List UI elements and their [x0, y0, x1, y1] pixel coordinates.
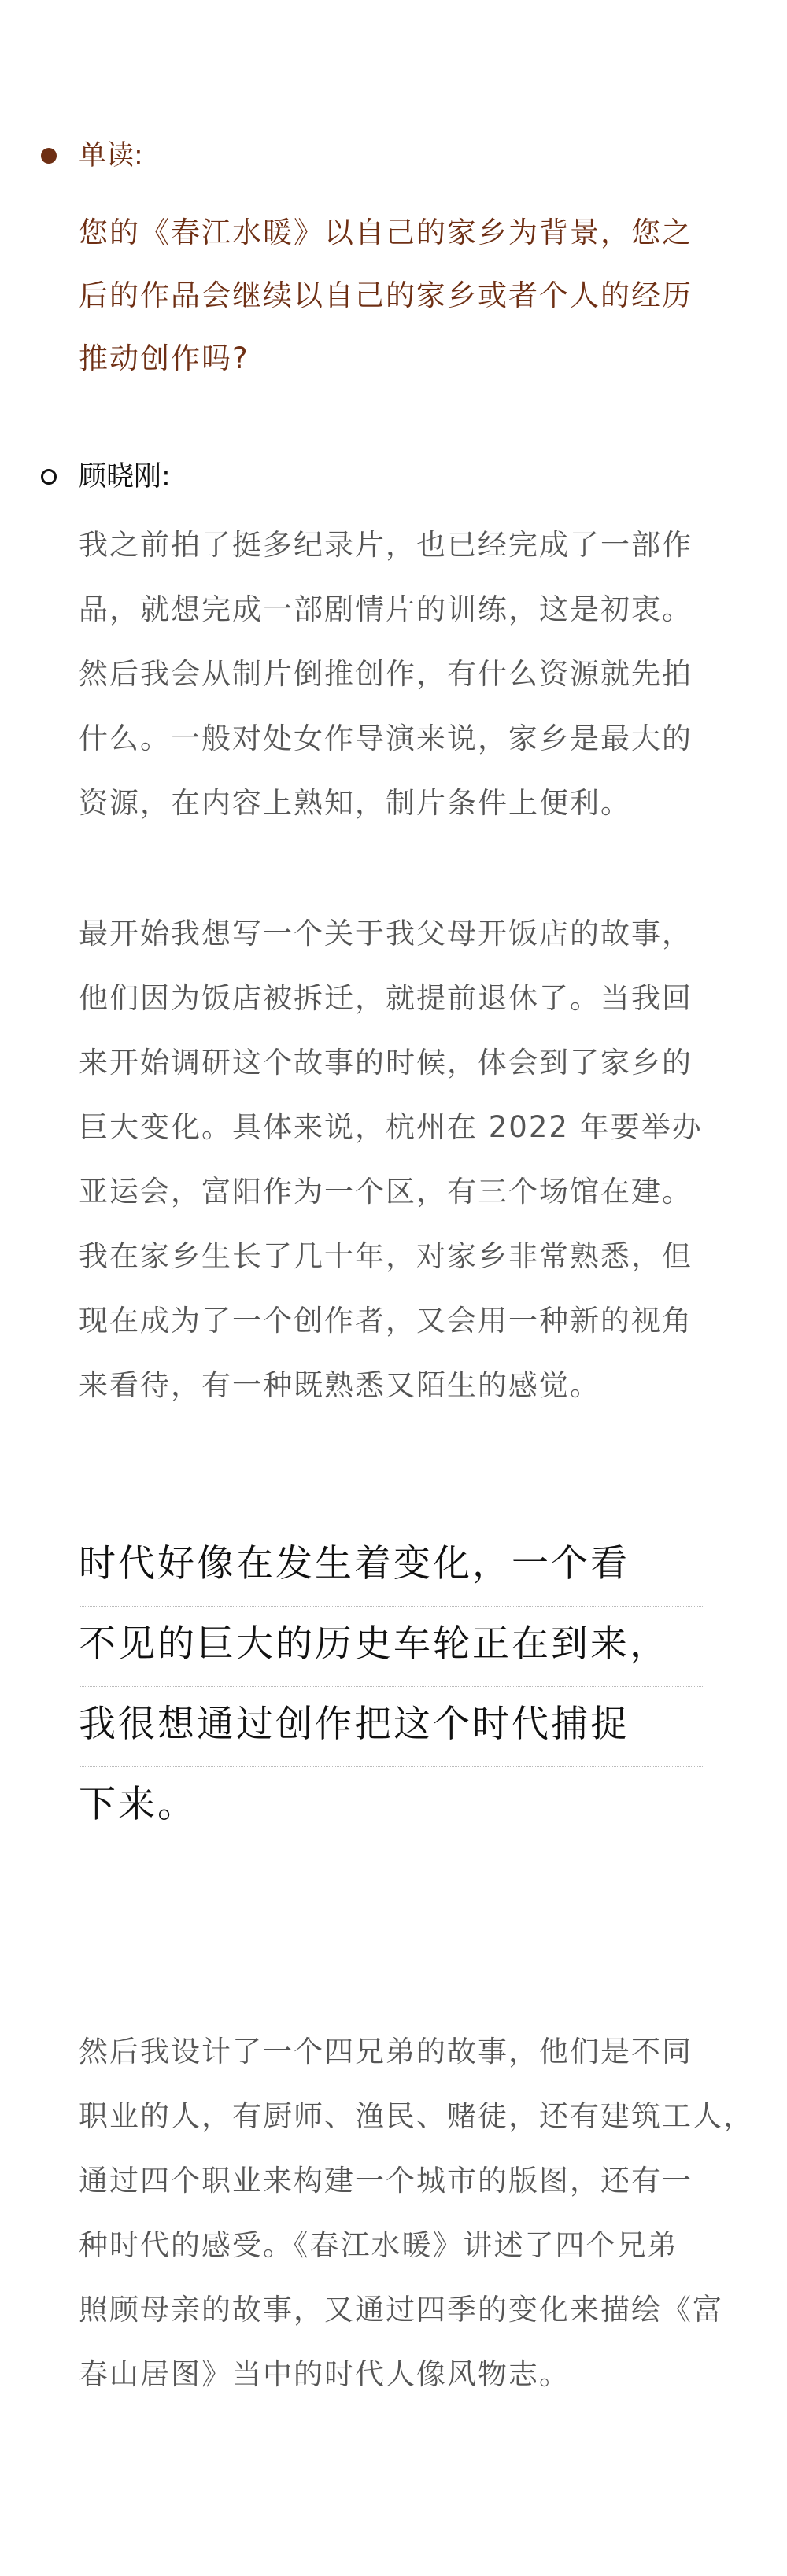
answer-paragraph-1: 我之前拍了挺多纪录片，也已经完成了一部作 品，就想完成一部剧情片的训练，这是初衷。 然后我会从制片倒推创作，有什么资源就先拍 什么。一般对处女作导演来说，家乡是最大的 资源，在内容上熟知，制片条件上便利。	[79, 528, 693, 820]
answer-paragraph-2: 最开始我想写一个关于我父母开饭店的故事， 他们因为饭店被拆迁，就提前退休了。当我回 来开始调研这个故事的时候，体会到了家乡的 巨大变化。具体来说，杭州在 2022 年要举办 亚运会，富阳作为一个区，有三个场馆在建。 我在家乡生长了几十年，对家乡非常熟悉，但 现在成为了一个创作者，又会用一种新的视角 来看待，有一种既熟悉又陌生的感觉。	[79, 917, 703, 1402]
pull-quote-line: 我很想通过创作把这个时代捕捉	[79, 1687, 704, 1767]
hollow-bullet-icon	[41, 469, 57, 485]
answer-speaker-label: 顾晓刚:	[79, 461, 171, 493]
question-speaker-label: 单读:	[79, 140, 143, 172]
filled-bullet-icon	[41, 148, 57, 164]
answer-paragraph-3: 然后我设计了一个四兄弟的故事，他们是不同 职业的人，有厨师、渔民、赌徒，还有建筑工人， 通过四个职业来构建一个城市的版图，还有一 种时代的感受。《春江水暖》讲述了四个兄弟 照顾母亲的故事，又通过四季的变化来描绘《富 春山居图》当中的时代人像风物志。	[79, 2035, 754, 2391]
question-speaker	[41, 140, 143, 172]
pull-quote	[79, 1526, 704, 1847]
pull-quote-line: 不见的巨大的历史车轮正在到来，	[79, 1607, 704, 1687]
answer-speaker	[41, 461, 171, 493]
question-text: 您的《春江水暖》以自己的家乡为背景，您之 后的作品会继续以自己的家乡或者个人的经历 推动创作吗?	[79, 216, 693, 375]
pull-quote-line: 时代好像在发生着变化，一个看	[79, 1526, 704, 1607]
pull-quote-line: 下来。	[79, 1767, 704, 1847]
